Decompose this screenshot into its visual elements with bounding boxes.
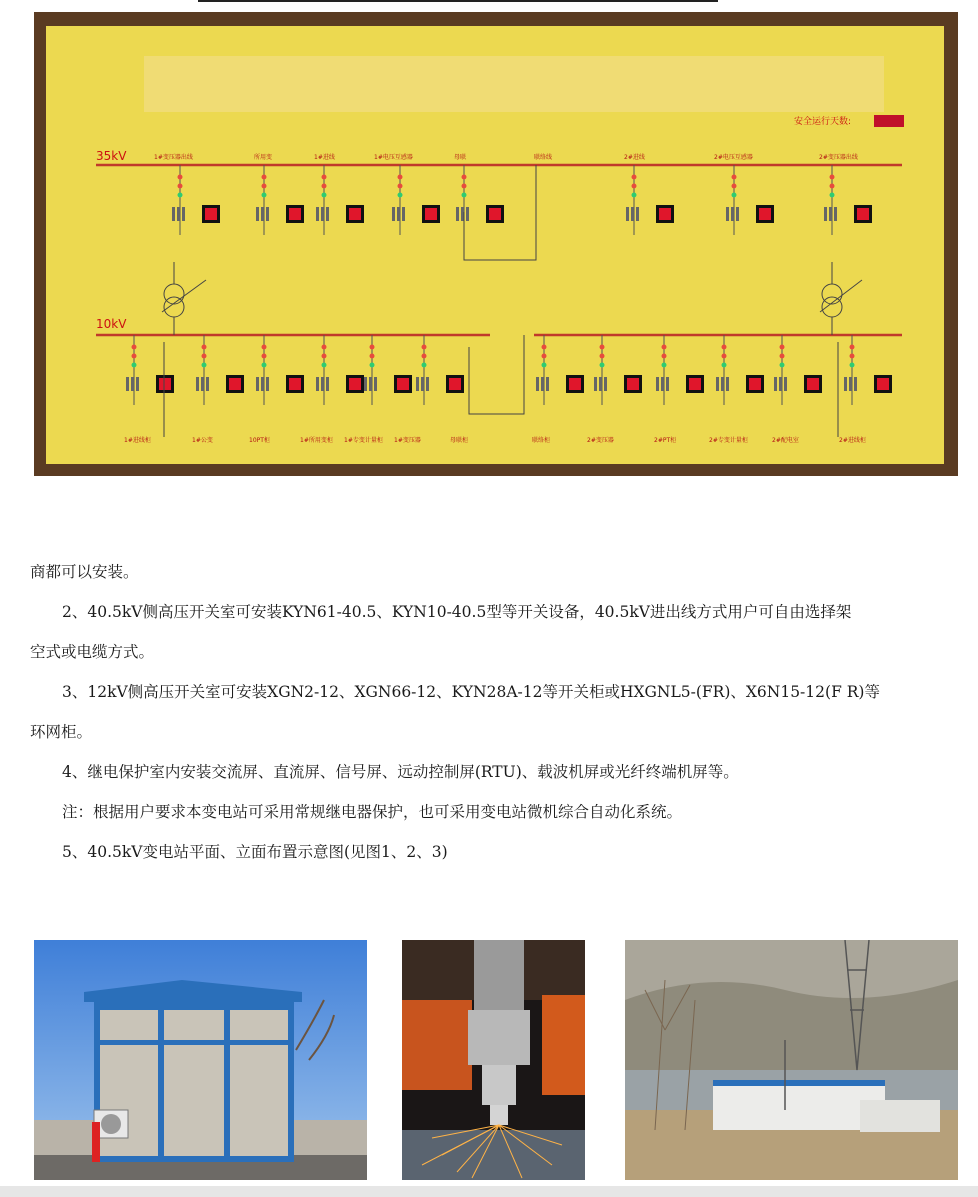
mimic-panel-drawing (34, 12, 958, 476)
indicator-lamp (262, 193, 267, 198)
top-feeder-label: 2#进线 (624, 154, 645, 161)
indicator-lamp (722, 354, 727, 359)
indicator-lamp (202, 354, 207, 359)
substation-box-photo (34, 940, 367, 1180)
indicator-lamp (662, 354, 667, 359)
indicator-lamp (322, 175, 327, 180)
item-2-line-1: 2、40.5kV侧高压开关室可安装KYN61-40.5、KYN10-40.5型等开关设备，40.5kV进出线方式用户可自由选择架 (62, 603, 852, 621)
top-feeder-label: 1#变压器出线 (154, 154, 193, 161)
indicator-lamp (132, 345, 137, 350)
indicator-lamp (600, 354, 605, 359)
indicator-lamp (780, 345, 785, 350)
bottom-feeder-label: 联络柜 (532, 437, 551, 444)
indicator-lamp (178, 184, 183, 189)
indicator-lamp (780, 363, 785, 368)
indicator-lamp (542, 354, 547, 359)
indicator-lamp (542, 363, 547, 368)
panel-title-plate (144, 56, 884, 112)
indicator-lamp (722, 345, 727, 350)
indicator-lamp (632, 175, 637, 180)
indicator-lamp (632, 193, 637, 198)
indicator-lamp (422, 354, 427, 359)
bottom-feeder-label: 1#所用变柜 (300, 437, 333, 444)
indicator-lamp (662, 345, 667, 350)
mimic-panel-photo (34, 12, 958, 476)
bottom-feeder-label: 1#进线柜 (124, 437, 151, 444)
indicator-lamp (370, 354, 375, 359)
indicator-lamp (322, 184, 327, 189)
indicator-lamp (732, 175, 737, 180)
bottom-feeder-label: 1#专变计量柜 (344, 437, 383, 444)
top-feeder-label: 2#变压器出线 (819, 154, 858, 161)
item-3-line-2: 环网柜。 (30, 723, 93, 741)
indicator-lamp (600, 363, 605, 368)
indicator-lamp (370, 363, 375, 368)
indicator-lamp (722, 363, 727, 368)
top-feeder-label: 联络线 (534, 154, 553, 161)
top-feeder-label: 1#进线 (314, 154, 335, 161)
indicator-lamp (322, 354, 327, 359)
safety-days-counter (874, 115, 904, 127)
bottom-feeder-label: 2#PT柜 (654, 437, 677, 444)
indicator-lamp (732, 193, 737, 198)
rural-substation-photo (625, 940, 958, 1180)
indicator-lamp (322, 363, 327, 368)
body-text (30, 552, 950, 872)
top-feeder-label: 1#电压互感器 (374, 154, 413, 161)
indicator-lamp (398, 175, 403, 180)
top-feeder-label: 所用变 (254, 154, 273, 161)
item-3-line-1: 3、12kV侧高压开关室可安装XGN2-12、XGN66-12、KYN28A-12等开关柜或HXGNL5-(FR)、X6N15-12(F R)等 (62, 683, 880, 701)
indicator-lamp (202, 345, 207, 350)
indicator-lamp (262, 184, 267, 189)
indicator-lamp (262, 345, 267, 350)
indicator-lamp (178, 175, 183, 180)
item-5: 5、40.5kV变电站平面、立面布置示意图(见图1、2、3) (62, 843, 448, 861)
indicator-lamp (262, 354, 267, 359)
bottom-feeder-label: 2#变压器 (587, 437, 614, 444)
indicator-lamp (600, 345, 605, 350)
indicator-lamp (732, 184, 737, 189)
indicator-lamp (830, 175, 835, 180)
indicator-lamp (422, 363, 427, 368)
bottom-feeder-label: 2#进线柜 (839, 437, 866, 444)
indicator-lamp (462, 175, 467, 180)
indicator-lamp (662, 363, 667, 368)
bottom-feeder-label: 10PT柜 (249, 437, 270, 444)
top-feeder-label: 2#电压互感器 (714, 154, 753, 161)
indicator-lamp (398, 193, 403, 198)
indicator-lamp (322, 345, 327, 350)
bottom-feeder-label: 2#专变计量柜 (709, 437, 748, 444)
item-4: 4、继电保护室内安装交流屏、直流屏、信号屏、远动控制屏(RTU)、载波机屏或光纤终端机屏等。 (62, 763, 739, 781)
bus-35kv-label: 35kV (96, 149, 127, 163)
indicator-lamp (202, 363, 207, 368)
laser-cutting-photo (402, 940, 585, 1180)
page-footer-strip (0, 1186, 978, 1197)
indicator-lamp (462, 193, 467, 198)
indicator-lamp (830, 184, 835, 189)
indicator-lamp (262, 363, 267, 368)
paragraph-continuation: 商都可以安装。 (30, 563, 139, 581)
bottom-feeder-label: 2#配电室 (772, 437, 799, 444)
safety-days-label: 安全运行天数: (794, 117, 852, 127)
indicator-lamp (850, 363, 855, 368)
indicator-lamp (178, 193, 183, 198)
top-feeder-label: 母联 (454, 154, 467, 161)
bus-10kv-label: 10kV (96, 317, 127, 331)
indicator-lamp (398, 184, 403, 189)
note: 注：根据用户要求本变电站可采用常规继电器保护，也可采用变电站微机综合自动化系统。 (62, 803, 683, 821)
top-rule (198, 0, 718, 2)
indicator-lamp (542, 345, 547, 350)
indicator-lamp (632, 184, 637, 189)
indicator-lamp (132, 363, 137, 368)
indicator-lamp (422, 345, 427, 350)
indicator-lamp (462, 184, 467, 189)
indicator-lamp (780, 354, 785, 359)
item-2-line-2: 空式或电缆方式。 (30, 643, 155, 661)
bottom-feeder-label: 母联柜 (450, 437, 469, 444)
indicator-lamp (850, 354, 855, 359)
indicator-lamp (132, 354, 137, 359)
bottom-feeder-label: 1#变压器 (394, 437, 421, 444)
indicator-lamp (262, 175, 267, 180)
bottom-feeder-label: 1#公变 (192, 437, 213, 444)
indicator-lamp (850, 345, 855, 350)
indicator-lamp (322, 193, 327, 198)
indicator-lamp (370, 345, 375, 350)
indicator-lamp (830, 193, 835, 198)
